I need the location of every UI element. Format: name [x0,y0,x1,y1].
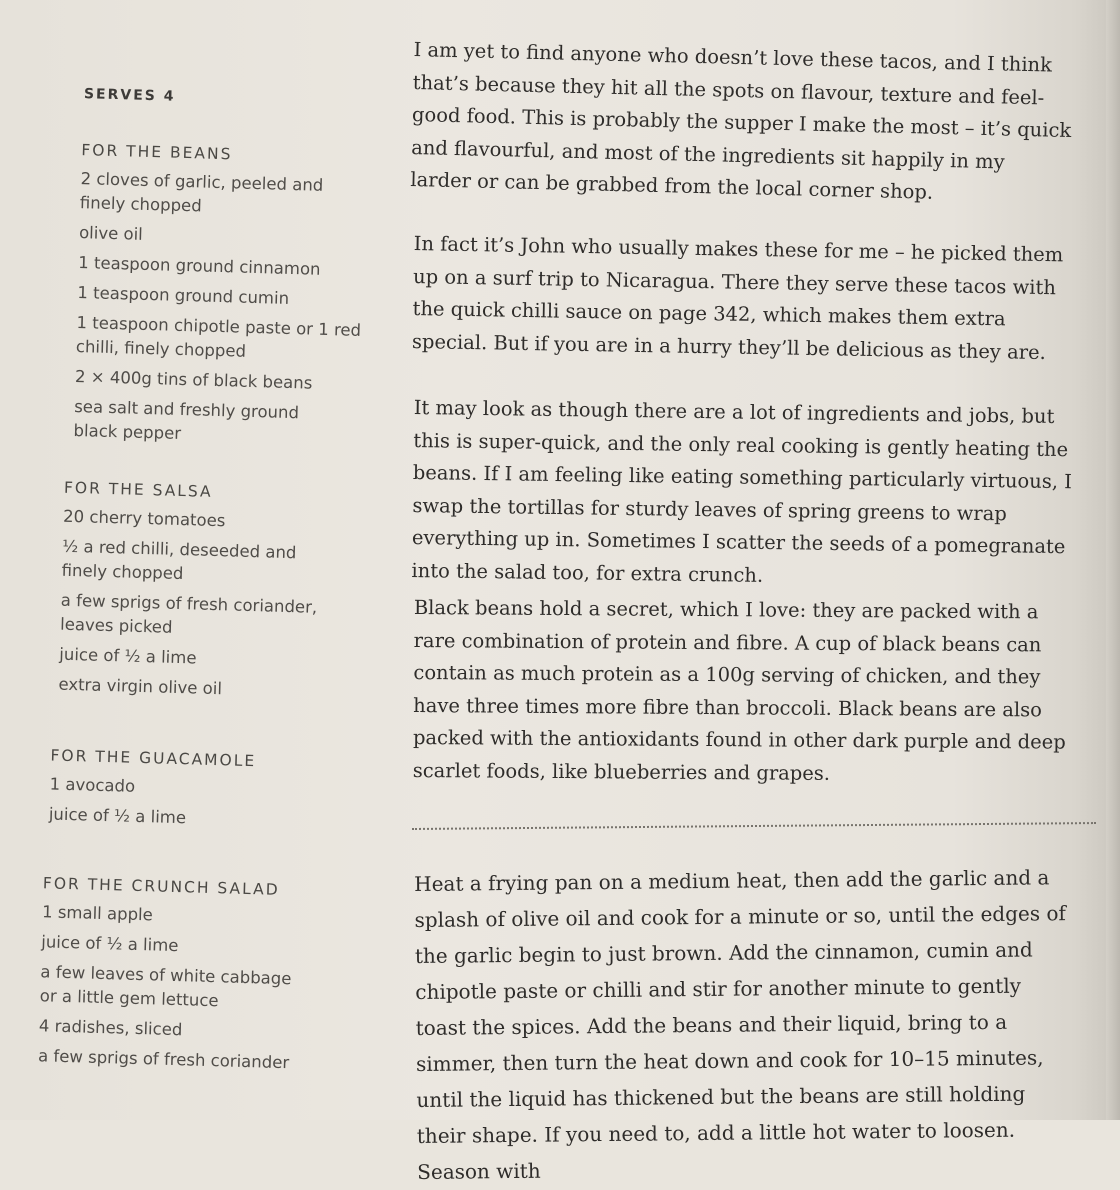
ingredient-item: a few sprigs of fresh coriander, leaves picked [59,590,318,637]
ingredient-item: extra virgin olive oil [58,674,223,699]
ingredient-item: juice of ½ a lime [59,644,197,668]
section-title: FOR THE SALSA [63,478,213,501]
ingredient-item: sea salt and freshly ground black pepper [73,396,300,443]
ingredient-item: 2 cloves of garlic, peeled and finely chopped [79,169,324,216]
intro-paragraph: In fact it’s John who usually makes these for me – he picked them up on a surf trip to Nicaragua. There they serve these tacos with the quick chilli sauce on page 342, which makes them extra special. But if you are in a hurry they’ll be delicious as they are. [411,231,1064,364]
ingredient-item: 1 teaspoon ground cumin [77,283,290,308]
section-crunch-salad [38,874,403,1084]
text-column [410,0,1094,1184]
serves-label: SERVES 4 [83,86,176,105]
method-paragraph: Heat a frying pan on a medium heat, then add the garlic and a splash of olive oil and cook for a minute or so, until the edges of the garlic begin to just brown. Add the cinnamon, cumin and chipotle paste or chilli and stir for another minute to gently toast the spices. Add the beans and their liquid, bring to a simmer, then turn the heat down and cook for 10–15 minutes, until the liquid has thickened but the beans are still holding their shape. If you need to, add a little hot water to loosen. Season with [414,865,1066,1184]
ingredient-item: a few leaves of white cabbage or a little gem lettuce [39,962,292,1011]
ingredient-item: 2 × 400g tins of black beans [74,367,313,393]
page-edge [1106,0,1120,1120]
section-guacamole [48,746,410,842]
ingredient-item: juice of ½ a lime [48,804,187,828]
ingredient-item: olive oil [78,223,144,244]
ingredient-item: 1 avocado [49,774,136,796]
section-salsa [58,479,424,713]
intro-paragraph: I am yet to find anyone who doesn’t love these tacos, and I think that’s because they hit all the spots on flavour, texture and feel-good food. This is probably the supper I make the most – it’s quick and flavourful, and most of the ingredients sit happily in my larder or can be grabbed from the local corner shop. [410,37,1072,204]
section-title: FOR THE GUACAMOLE [50,746,257,771]
ingredient-item: 4 radishes, sliced [38,1016,183,1040]
section-title: FOR THE CRUNCH SALAD [42,874,280,899]
ingredient-item: 1 small apple [41,902,154,925]
ingredient-item: 1 teaspoon chipotle paste or 1 red chilli, finely chopped [75,313,362,361]
ingredient-item: 20 cherry tomatoes [62,506,226,531]
ingredient-item: 1 teaspoon ground cinnamon [78,253,321,279]
section-beans [73,141,441,459]
intro-paragraph: Black beans hold a secret, which I love: they are packed with a rare combination of protein and fibre. A cup of black beans can contain as much protein as a 100g serving of chicken, and they have three times more fibre than broccoli. Black beans are also packed with the antioxidants found in other dark purple and deep scarlet foods, like blueberries and grapes. [412,595,1066,785]
ingredient-item: juice of ½ a lime [41,932,179,956]
intro-paragraph: It may look as though there are a lot of ingredients and jobs, but this is super-quick, and the only real cooking is gently heating the beans. If I am feeling like eating something particularly virtuous, I swap the tortillas for sturdy leaves of spring greens to wrap everything up in. Sometimes I scatter the seeds of a pomegranate into the salad too, for extra crunch. [411,395,1073,587]
ingredient-item: ½ a red chilli, deseeded and finely chopped [61,536,297,584]
ingredients-column [0,0,416,1126]
section-title: FOR THE BEANS [81,141,233,164]
ingredient-item: a few sprigs of fresh coriander [37,1046,290,1073]
